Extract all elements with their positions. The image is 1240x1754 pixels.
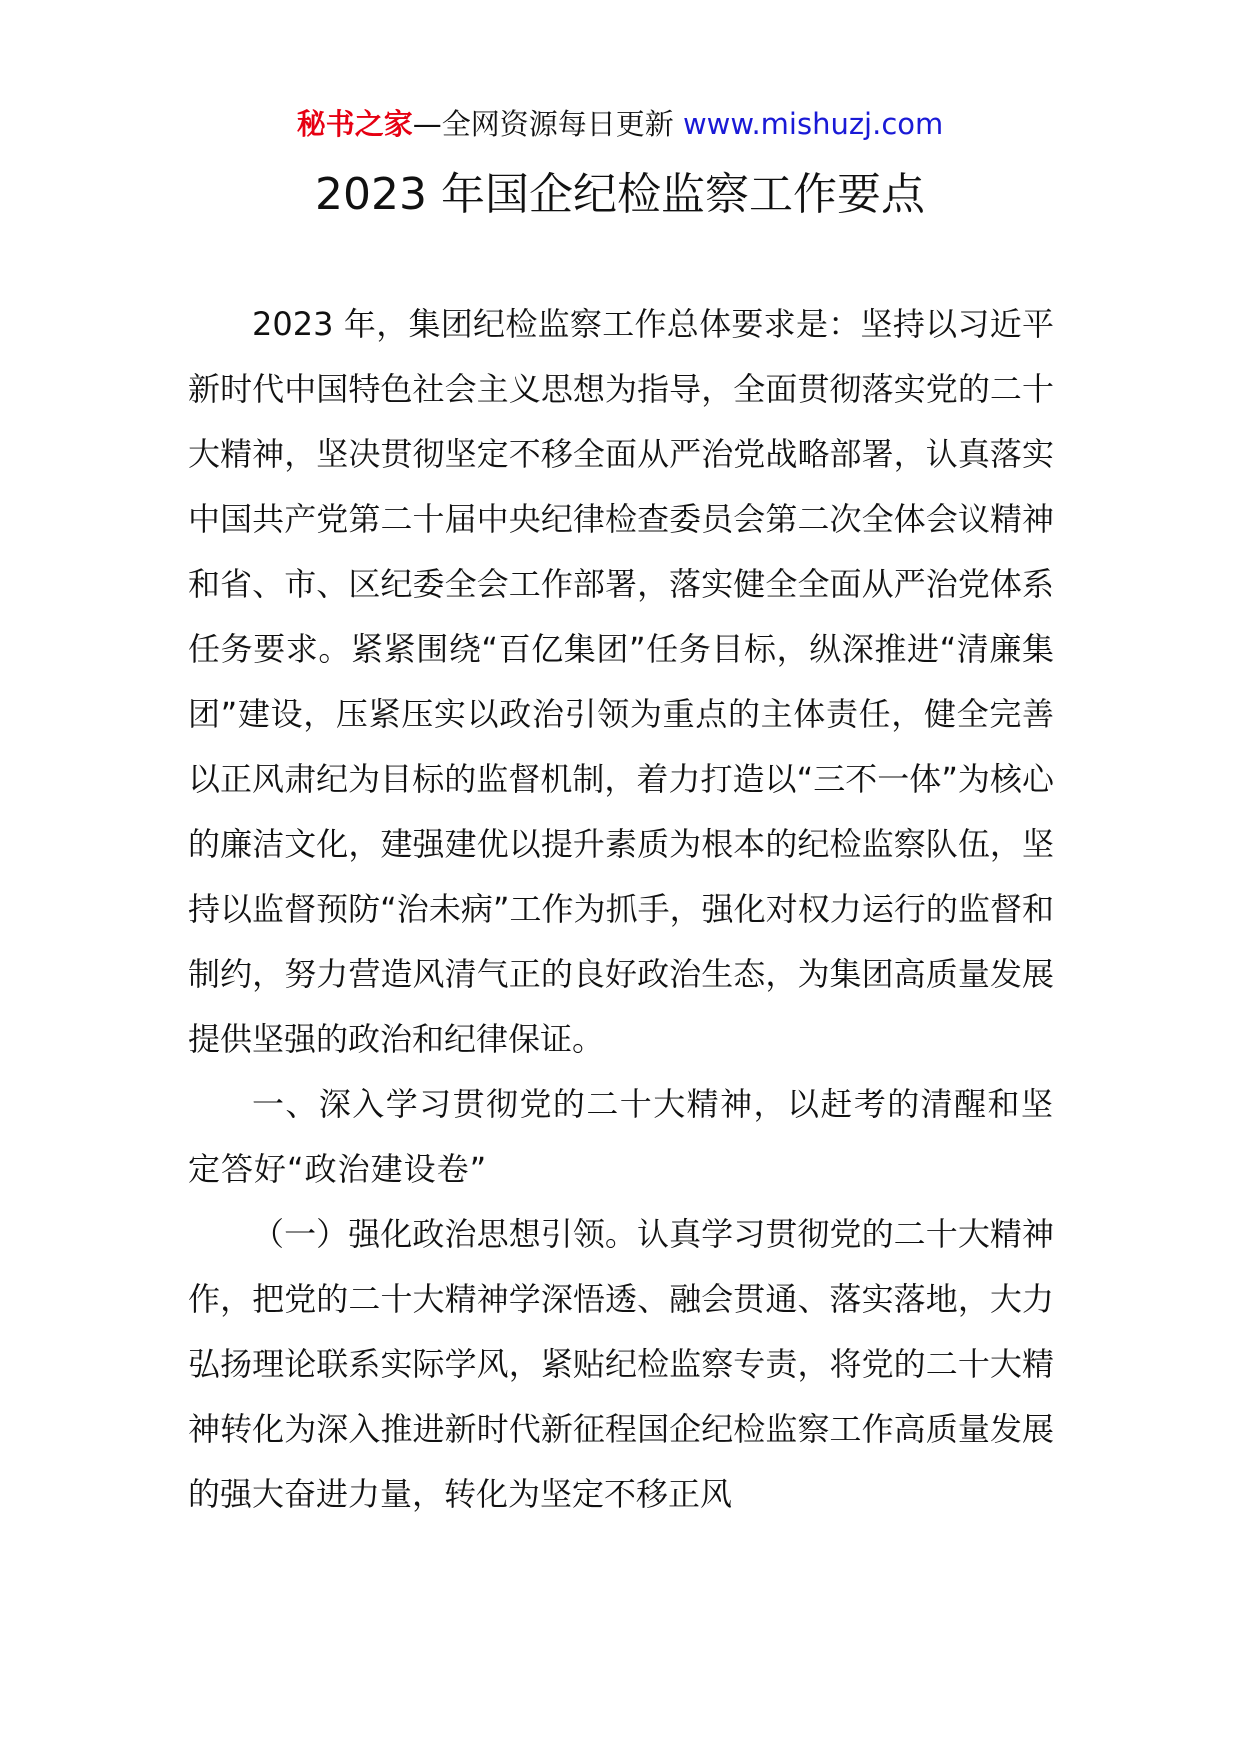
header-tagline: 全网资源每日更新 xyxy=(441,107,674,141)
section-heading-1: 一、深入学习贯彻党的二十大精神，以赶考的清醒和坚定答好“政治建设卷” xyxy=(188,1085,1054,1188)
document-title: 2023 年国企纪检监察工作要点 xyxy=(315,169,925,220)
paragraph-intro: 2023 年，集团纪检监察工作总体要求是：坚持以习近平新时代中国特色社会主义思想为指导，全面贯彻落实党的二十大精神，坚决贯彻坚定不移全面从严治党战略部署，认真落实中国共产党第二十届中央纪律检查委员会第二次全体会议精神和省、市、区纪委全会工作部署，落实健全全面从严治党体系任务要求。紧紧围绕“百亿集团”任务目标，纵深推进“清廉集团”建设，压紧压实以政治引领为重点的主体责任，健全完善以正风肃纪为目标的监督机制，着力打造以“三不一体”为核心的廉洁文化，建强建优以提升素质为根本的纪检监察队伍，坚持以监督预防“治未病”工作为抓手，强化对权力运行的监督和制约，努力营造风清气正的良好政治生态，为集团高质量发展提供坚强的政治和纪律保证。 xyxy=(188,305,1054,1058)
document-body xyxy=(188,292,1054,1527)
header-dash: — xyxy=(412,107,442,141)
header-brand: 秘书之家 xyxy=(296,107,413,141)
page-header xyxy=(0,104,1240,144)
paragraph-subsection-1: （一）强化政治思想引领。认真学习贯彻党的二十大精神作，把党的二十大精神学深悟透、融会贯通、落实落地，大力弘扬理论联系实际学风，紧贴纪检监察专责，将党的二十大精神转化为深入推进新时代新征程国企纪检监察工作高质量发展的强大奋进力量，转化为坚定不移正风 xyxy=(188,1215,1054,1513)
header-url-link[interactable]: www.mishuzj.com xyxy=(682,107,944,141)
